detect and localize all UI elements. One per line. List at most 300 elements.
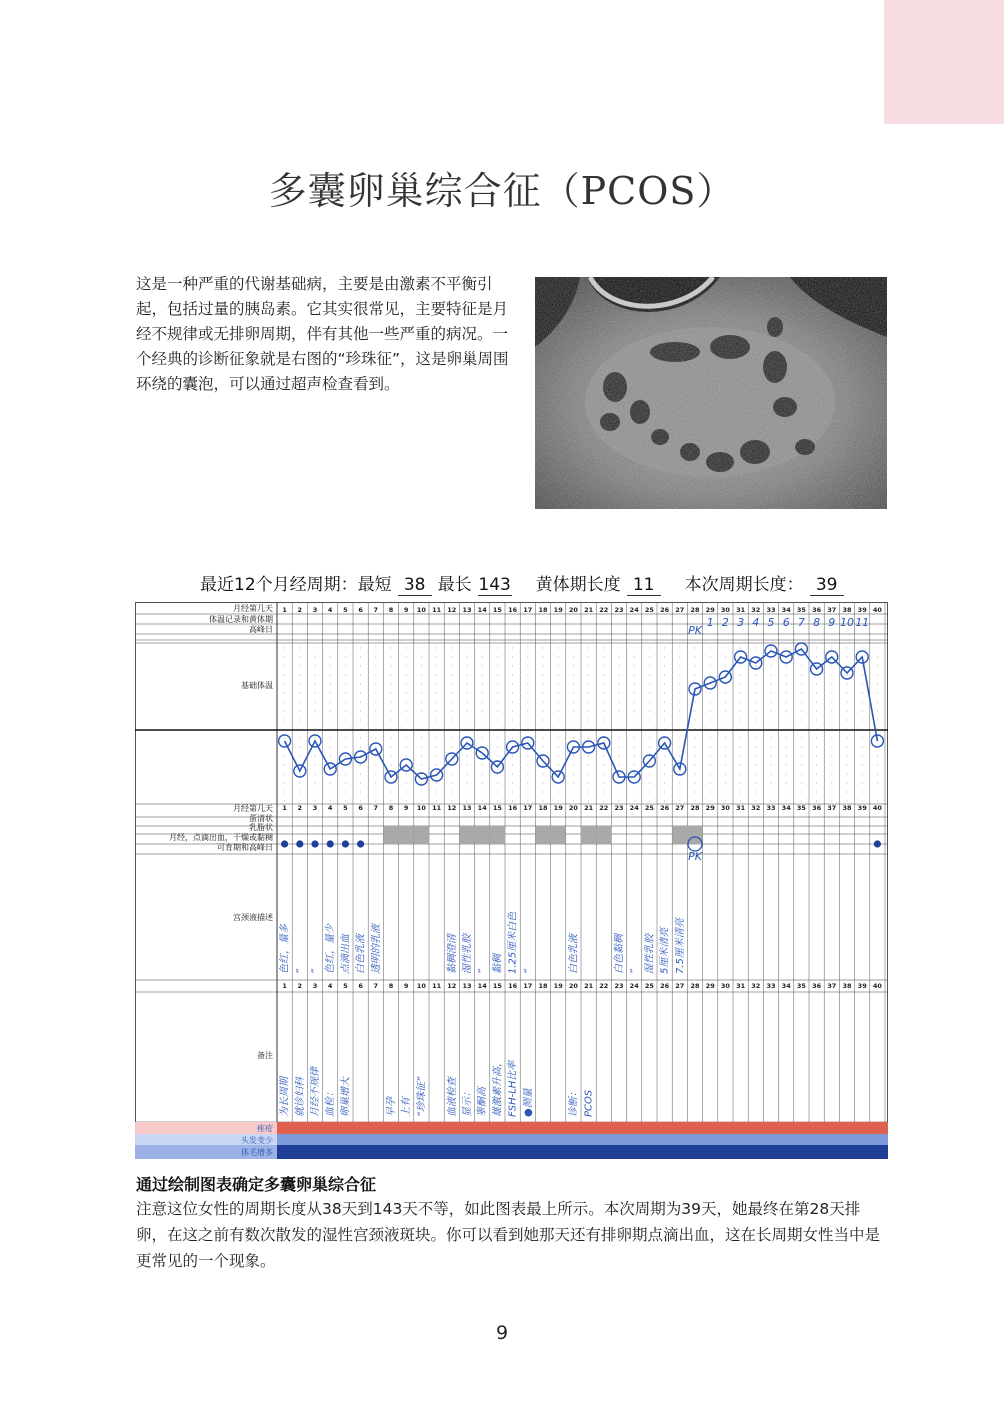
temp-tick [345, 684, 346, 685]
temp-tick [284, 711, 285, 712]
temp-tick [725, 666, 726, 667]
temp-tick [330, 801, 331, 802]
temp-tick [360, 729, 361, 730]
temp-tick [497, 792, 498, 793]
temp-tick [771, 729, 772, 730]
temp-tick [877, 702, 878, 703]
temp-tick [451, 801, 452, 802]
temp-tick [543, 648, 544, 649]
cervical-note: 黏稠 [492, 954, 504, 974]
temp-tick [740, 675, 741, 676]
temp-tick [831, 774, 832, 775]
temp-tick [862, 675, 863, 676]
temp-tick [634, 801, 635, 802]
temp-tick [299, 666, 300, 667]
row-label-cycle_day: 月经第几天 [233, 604, 273, 613]
temp-tick [558, 801, 559, 802]
cervical-note: “ [629, 968, 641, 974]
temp-tick [801, 801, 802, 802]
temp-tick [406, 792, 407, 793]
temp-tick [375, 792, 376, 793]
temp-tick [710, 774, 711, 775]
bleeding-dot [281, 840, 288, 847]
day-number: 20 [568, 804, 578, 812]
temp-tick [771, 702, 772, 703]
temp-tick [755, 747, 756, 748]
temp-tick [482, 792, 483, 793]
row-label-body-hair: 体毛增多 [241, 1148, 273, 1157]
temp-tick [725, 774, 726, 775]
temp-tick [497, 738, 498, 739]
day-number: 34 [781, 804, 791, 812]
day-number: 38 [842, 804, 852, 812]
temp-tick [588, 801, 589, 802]
temp-tick [345, 783, 346, 784]
temp-tick [603, 792, 604, 793]
day-number: 20 [568, 606, 578, 614]
row-label-egg_white: 蛋清状 [249, 814, 273, 823]
day-number: 25 [644, 606, 654, 614]
peak-mark-lower: PK [688, 850, 702, 863]
temp-tick [421, 747, 422, 748]
temp-tick [527, 666, 528, 667]
temp-tick [406, 774, 407, 775]
temp-tick [771, 747, 772, 748]
temp-tick [360, 747, 361, 748]
temp-tick [634, 702, 635, 703]
day-number: 17 [523, 804, 533, 812]
day-number: 22 [599, 982, 609, 990]
day-number: 17 [523, 982, 533, 990]
temp-tick [786, 801, 787, 802]
cervical-note: 1.25厘米白色 [507, 911, 519, 974]
temp-tick [771, 693, 772, 694]
day-number: 30 [720, 982, 730, 990]
temp-tick [573, 738, 574, 739]
stats-current-label-text: 本次周期长度： [684, 575, 804, 595]
temp-tick [467, 702, 468, 703]
temp-tick [467, 648, 468, 649]
temp-tick [375, 702, 376, 703]
temp-tick [406, 684, 407, 685]
temp-tick [831, 693, 832, 694]
temp-tick [755, 738, 756, 739]
day-number: 7 [373, 982, 379, 990]
bleeding-dot [296, 840, 303, 847]
day-number: 4 [327, 804, 333, 812]
day-number: 4 [327, 606, 333, 614]
temp-tick [619, 711, 620, 712]
temp-tick [512, 756, 513, 757]
temp-tick [527, 801, 528, 802]
day-number: 28 [690, 804, 700, 812]
temp-tick [391, 666, 392, 667]
day-number: 13 [462, 804, 472, 812]
day-number: 21 [584, 804, 594, 812]
temp-tick [755, 684, 756, 685]
symptom-bar-hair-loss [277, 1134, 888, 1145]
day-number: 7 [373, 606, 379, 614]
temp-tick [695, 756, 696, 757]
temp-tick [345, 693, 346, 694]
temp-tick [877, 801, 878, 802]
day-number: 25 [644, 804, 654, 812]
temp-tick [299, 711, 300, 712]
temp-tick [543, 765, 544, 766]
day-number: 3 [312, 982, 318, 990]
temp-tick [801, 765, 802, 766]
temp-tick [634, 684, 635, 685]
temp-tick [558, 666, 559, 667]
temp-tick [740, 693, 741, 694]
temp-tick [391, 729, 392, 730]
temp-tick [330, 765, 331, 766]
luteal-count: 4 [752, 616, 760, 629]
temp-tick [436, 783, 437, 784]
temp-tick [421, 801, 422, 802]
temp-tick [497, 648, 498, 649]
temp-tick [710, 729, 711, 730]
temp-tick [664, 693, 665, 694]
temp-tick [406, 729, 407, 730]
temp-tick [573, 657, 574, 658]
temp-tick [482, 675, 483, 676]
temp-tick [725, 729, 726, 730]
temp-tick [284, 702, 285, 703]
temp-tick [284, 729, 285, 730]
day-number: 10 [416, 606, 426, 614]
temp-tick [482, 738, 483, 739]
temp-tick [831, 783, 832, 784]
temp-tick [315, 801, 316, 802]
temp-tick [284, 657, 285, 658]
temp-tick [679, 702, 680, 703]
temp-tick [451, 792, 452, 793]
temp-tick [360, 801, 361, 802]
luteal-count: 5 [767, 616, 775, 629]
cervical-note: 湿性乳胶 [462, 934, 473, 974]
temp-tick [451, 684, 452, 685]
temp-tick [831, 666, 832, 667]
temp-tick [877, 729, 878, 730]
temp-tick [315, 666, 316, 667]
temp-tick [862, 729, 863, 730]
temp-tick [467, 801, 468, 802]
temp-tick [467, 684, 468, 685]
temp-tick [740, 756, 741, 757]
temp-tick [664, 747, 665, 748]
temp-tick [482, 648, 483, 649]
day-number: 14 [477, 804, 487, 812]
temp-tick [725, 801, 726, 802]
temp-tick [330, 666, 331, 667]
temp-tick [573, 792, 574, 793]
cervical-note: “ [310, 968, 321, 974]
remark-note: 血液检查 [446, 1077, 458, 1117]
temp-tick [740, 747, 741, 748]
day-number: 11 [432, 982, 442, 990]
temp-tick [482, 720, 483, 721]
temp-tick [771, 720, 772, 721]
luteal-count: 11 [855, 616, 870, 629]
temp-tick [421, 711, 422, 712]
stats-recent-label: 最近12个月经周期：最短 [200, 575, 392, 595]
temp-tick [771, 648, 772, 649]
temp-tick [421, 765, 422, 766]
temp-tick [786, 738, 787, 739]
temp-tick [710, 765, 711, 766]
cervical-note: 5厘米清亮 [659, 927, 671, 974]
temp-tick [771, 783, 772, 784]
temp-tick [603, 666, 604, 667]
temp-tick [512, 675, 513, 676]
temp-tick [558, 765, 559, 766]
peak-mark: PK [688, 624, 702, 637]
day-number: 17 [523, 606, 533, 614]
temp-tick [755, 765, 756, 766]
temp-tick [588, 648, 589, 649]
temp-tick [619, 765, 620, 766]
day-number: 40 [872, 982, 882, 990]
temp-tick [315, 729, 316, 730]
temp-tick [710, 648, 711, 649]
temp-tick [649, 675, 650, 676]
temp-tick [664, 702, 665, 703]
temp-tick [284, 693, 285, 694]
temp-tick [831, 792, 832, 793]
temp-tick [695, 765, 696, 766]
temp-tick [588, 729, 589, 730]
temp-tick [649, 765, 650, 766]
temp-tick [345, 792, 346, 793]
temp-tick [299, 801, 300, 802]
temp-tick [816, 756, 817, 757]
temp-tick [695, 729, 696, 730]
temp-tick [527, 729, 528, 730]
temp-tick [619, 684, 620, 685]
temp-tick [512, 657, 513, 658]
temp-tick [664, 729, 665, 730]
temp-tick [740, 783, 741, 784]
temp-tick [345, 756, 346, 757]
temp-tick [451, 702, 452, 703]
temp-tick [771, 711, 772, 712]
temp-tick [603, 657, 604, 658]
row-label-fertile: 可育期和高峰日 [217, 843, 273, 852]
day-number: 7 [373, 804, 379, 812]
temp-tick [847, 693, 848, 694]
day-number: 40 [872, 804, 882, 812]
temp-tick [740, 801, 741, 802]
temp-tick [831, 702, 832, 703]
temp-tick [436, 693, 437, 694]
stats-longest-label: 最长 [437, 575, 472, 595]
temp-tick [695, 774, 696, 775]
temp-tick [345, 666, 346, 667]
temp-tick [755, 792, 756, 793]
temp-tick [375, 765, 376, 766]
temp-tick [634, 675, 635, 676]
temp-tick [421, 783, 422, 784]
day-number: 19 [553, 606, 563, 614]
temp-tick [543, 675, 544, 676]
temp-tick [771, 756, 772, 757]
temp-tick [710, 693, 711, 694]
temp-tick [497, 720, 498, 721]
temp-tick [786, 693, 787, 694]
temp-tick [755, 720, 756, 721]
temp-tick [679, 657, 680, 658]
temp-tick [543, 711, 544, 712]
remark-note: “珍珠征” [416, 1076, 428, 1117]
temp-tick [877, 792, 878, 793]
temp-tick [862, 765, 863, 766]
temp-tick [664, 774, 665, 775]
temp-tick [497, 783, 498, 784]
temp-tick [497, 693, 498, 694]
temp-tick [360, 648, 361, 649]
temp-tick [695, 738, 696, 739]
temp-tick [710, 711, 711, 712]
remark-note: 显示： [462, 1087, 473, 1117]
temp-tick [695, 792, 696, 793]
temp-tick [588, 792, 589, 793]
temp-tick [619, 657, 620, 658]
temp-tick [451, 738, 452, 739]
day-number: 14 [477, 606, 487, 614]
temp-tick [588, 711, 589, 712]
temp-tick [284, 666, 285, 667]
temp-tick [847, 774, 848, 775]
temp-tick [786, 756, 787, 757]
longest-cycle-value: 143 [478, 575, 511, 595]
temp-tick [603, 765, 604, 766]
temp-tick [634, 792, 635, 793]
temp-tick [573, 774, 574, 775]
temp-tick [284, 801, 285, 802]
temp-tick [299, 738, 300, 739]
temp-tick [482, 711, 483, 712]
temp-tick [725, 756, 726, 757]
temp-tick [543, 792, 544, 793]
temp-tick [801, 720, 802, 721]
temp-tick [740, 711, 741, 712]
temp-tick [588, 720, 589, 721]
temp-tick [786, 702, 787, 703]
luteal-count: 7 [797, 616, 805, 629]
day-number: 23 [614, 804, 624, 812]
day-number: 19 [553, 982, 563, 990]
temp-tick [543, 657, 544, 658]
temp-tick [315, 783, 316, 784]
temp-tick [588, 684, 589, 685]
temp-tick [558, 774, 559, 775]
temp-tick [391, 756, 392, 757]
temp-tick [831, 765, 832, 766]
temp-tick [725, 693, 726, 694]
temp-tick [482, 693, 483, 694]
temp-tick [558, 711, 559, 712]
temp-tick [391, 747, 392, 748]
day-number: 18 [538, 804, 548, 812]
temp-tick [436, 801, 437, 802]
day-number: 26 [660, 982, 670, 990]
day-number: 29 [705, 982, 715, 990]
temp-tick [816, 738, 817, 739]
temp-tick [573, 675, 574, 676]
temp-tick [847, 738, 848, 739]
temp-tick [391, 774, 392, 775]
temp-tick [345, 747, 346, 748]
temp-tick [801, 774, 802, 775]
cervical-note: 白色黏稠 [614, 934, 625, 974]
temp-tick [467, 765, 468, 766]
section-heading: 通过绘制图表确定多囊卵巢综合征 [136, 1175, 377, 1194]
day-number: 33 [766, 804, 776, 812]
bleeding-dot [311, 840, 318, 847]
temp-tick [679, 756, 680, 757]
temp-tick [527, 720, 528, 721]
day-number: 36 [812, 804, 822, 812]
fertility-chart [135, 602, 888, 1159]
mucus-shade [535, 826, 550, 844]
luteal-count: 8 [813, 616, 821, 629]
temp-tick [482, 666, 483, 667]
temp-tick [771, 738, 772, 739]
remark-note: PCOS [583, 1089, 595, 1117]
temp-tick [679, 711, 680, 712]
temp-tick [634, 747, 635, 748]
temp-tick [345, 648, 346, 649]
temp-tick [649, 801, 650, 802]
day-number: 9 [403, 982, 409, 990]
temp-tick [299, 657, 300, 658]
day-number: 22 [599, 606, 609, 614]
temp-tick [862, 720, 863, 721]
temp-tick [330, 738, 331, 739]
temp-tick [558, 657, 559, 658]
temp-tick [710, 720, 711, 721]
temp-tick [588, 738, 589, 739]
temp-tick [573, 801, 574, 802]
temp-tick [436, 738, 437, 739]
temp-tick [847, 729, 848, 730]
temp-tick [360, 675, 361, 676]
temp-tick [877, 783, 878, 784]
temp-tick [512, 738, 513, 739]
temp-tick [482, 684, 483, 685]
temp-tick [330, 783, 331, 784]
temp-tick [375, 648, 376, 649]
temp-tick [345, 702, 346, 703]
temp-tick [816, 792, 817, 793]
day-number: 26 [660, 804, 670, 812]
temp-tick [862, 684, 863, 685]
temp-tick [330, 720, 331, 721]
temp-tick [755, 675, 756, 676]
day-number: 21 [584, 982, 594, 990]
stats-luteal-label: 黄体期长度 [535, 575, 621, 595]
temp-tick [512, 792, 513, 793]
temp-tick [497, 747, 498, 748]
temp-tick [497, 657, 498, 658]
day-number: 31 [736, 804, 746, 812]
remark-note: 月经不规律 [310, 1067, 321, 1117]
temp-tick [436, 747, 437, 748]
day-number: 28 [690, 982, 700, 990]
temp-tick [619, 747, 620, 748]
temp-tick [847, 801, 848, 802]
